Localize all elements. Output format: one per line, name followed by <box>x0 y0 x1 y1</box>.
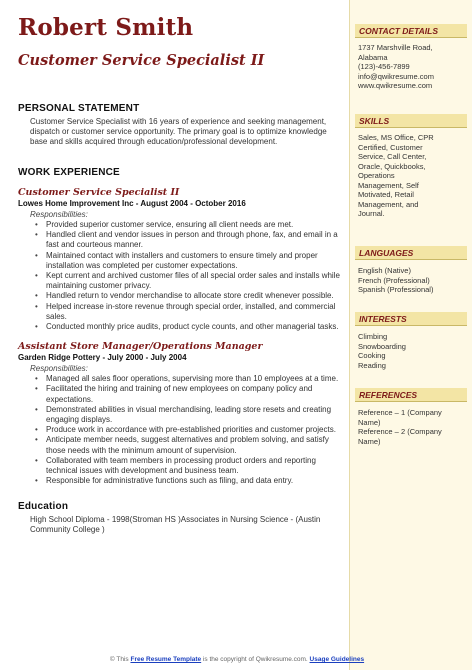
job-company-dates: Lowes Home Improvement Inc - August 2004 - October 2016 <box>18 199 246 208</box>
work-experience-heading: WORK EXPERIENCE <box>18 167 120 178</box>
responsibilities-label: Responsibilities: <box>30 210 88 219</box>
list-item: • Managed all sales floor operations, supervising more than 10 employees at a time. <box>46 374 340 384</box>
responsibilities-label: Responsibilities: <box>30 364 88 374</box>
personal-statement-heading: PERSONAL STATEMENT <box>18 103 140 114</box>
responsibilities-list <box>18 374 340 486</box>
footer-copyright-text: is the copyright of Qwikresume.com. <box>202 656 308 663</box>
skills-line: Operations <box>358 171 395 180</box>
website-url[interactable]: www.qwikresume.com <box>358 81 433 90</box>
address-line: 1737 Marshville Road, <box>358 43 433 52</box>
list-item: • Provided superior customer service, ensuring all client needs are met. <box>46 220 340 230</box>
footer <box>0 656 474 663</box>
list-item: Cooking <box>358 351 386 360</box>
list-item: • Collaborated with team members in processing product orders and reporting technical issues with development and business team. <box>46 456 340 476</box>
contact-details-heading: CONTACT DETAILS <box>355 24 467 38</box>
list-item: Spanish (Professional) <box>358 285 434 294</box>
education-heading: Education <box>18 501 69 513</box>
skills-line: Management, and <box>358 199 419 209</box>
list-item: • Conducted monthly price audits, product cycle counts, and other managerial tasks. <box>46 322 340 332</box>
skills-line: Oracle, Quickbooks, <box>358 161 426 171</box>
responsibilities-list <box>18 220 340 332</box>
skills-line: Motivated, Retail <box>358 190 414 199</box>
email-address[interactable]: info@qwikresume.com <box>358 71 434 81</box>
skills-line: Management, Self <box>358 180 419 190</box>
list-item: Snowboarding <box>358 341 406 351</box>
list-item: • Facilitated the hiring and training of new employees on company policy and expectations. <box>46 384 340 404</box>
skills-line: Service, Call Center, <box>358 152 427 161</box>
list-item: • Handled client and vendor issues in person and through phone, fax, and email in a fast and courteous manner. <box>46 230 340 250</box>
skills-line: Sales, MS Office, CPR <box>358 133 434 142</box>
list-item: Reading <box>358 360 386 370</box>
list-item: Name) <box>358 436 381 446</box>
education-text: High School Diploma - 1998(Stroman HS )Associates in Nursing Science - (Austin Community College ) <box>30 515 321 535</box>
job-company-dates: Garden Ridge Pottery - July 2000 - July 2004 <box>18 353 187 363</box>
list-item: • Maintained contact with installers and customers to ensure timely and proper installation was completed per customer expectations. <box>46 251 340 271</box>
list-item: Climbing <box>358 332 388 341</box>
list-item: • Responsible for administrative functions such as filing, and data entry. <box>46 476 340 486</box>
job-title: Customer Service Specialist II <box>18 187 180 198</box>
list-item: • Anticipate member needs, suggest alternatives and problem solving, and satisfy those needs with the minimum amount of supervision. <box>46 435 340 455</box>
candidate-title: Customer Service Specialist II <box>18 52 265 69</box>
list-item: French (Professional) <box>358 275 430 285</box>
phone-number: (123)-456-7899 <box>358 62 410 71</box>
list-item: Reference – 1 (Company <box>358 408 442 417</box>
interests-list <box>358 332 466 370</box>
job-entry <box>18 187 340 332</box>
candidate-name: Robert Smith <box>18 14 194 41</box>
job-title: Assistant Store Manager/Operations Manager <box>18 341 263 353</box>
references-heading: REFERENCES <box>355 388 467 402</box>
list-item: • Handled return to vendor merchandise to allocate store credit whenever possible. <box>46 291 340 301</box>
skills-line: Journal. <box>358 209 385 218</box>
skills-text <box>358 133 466 219</box>
list-item: • Demonstrated abilities in visual merchandising, leading store resets and creating engaging displays. <box>46 405 340 425</box>
personal-statement-text: Customer Service Specialist with 16 years of experience and seeking management, dispatch or customer service opportunity. The primary goal is to optimize knowledge base and skills acquired through education/professional development. <box>30 117 327 146</box>
usage-guidelines-link[interactable]: Usage Guidelines <box>309 656 365 663</box>
contact-details <box>358 43 466 91</box>
list-item: • Helped increase in-store revenue through special order, installed, and commercial sales. <box>46 302 340 322</box>
free-resume-template-link[interactable]: Free Resume Template <box>130 656 202 663</box>
main-column <box>18 103 340 535</box>
list-item: Name) <box>358 417 381 427</box>
list-item: • Produce work in accordance with pre-established priorities and customer projects. <box>46 425 340 435</box>
skills-heading: SKILLS <box>355 114 467 128</box>
list-item: English (Native) <box>358 266 411 275</box>
skills-line: Certified, Customer <box>358 142 423 152</box>
address-state: Alabama <box>358 52 388 62</box>
job-entry <box>18 341 340 486</box>
list-item: Reference – 2 (Company <box>358 427 442 436</box>
languages-heading: LANGUAGES <box>355 246 467 260</box>
interests-heading: INTERESTS <box>355 312 467 326</box>
footer-prefix: © This <box>109 656 129 663</box>
languages-list <box>358 266 466 295</box>
list-item: • Kept current and archived customer files of all special order sales and installs while maintaining customer privacy. <box>46 271 340 291</box>
references-list <box>358 408 466 446</box>
